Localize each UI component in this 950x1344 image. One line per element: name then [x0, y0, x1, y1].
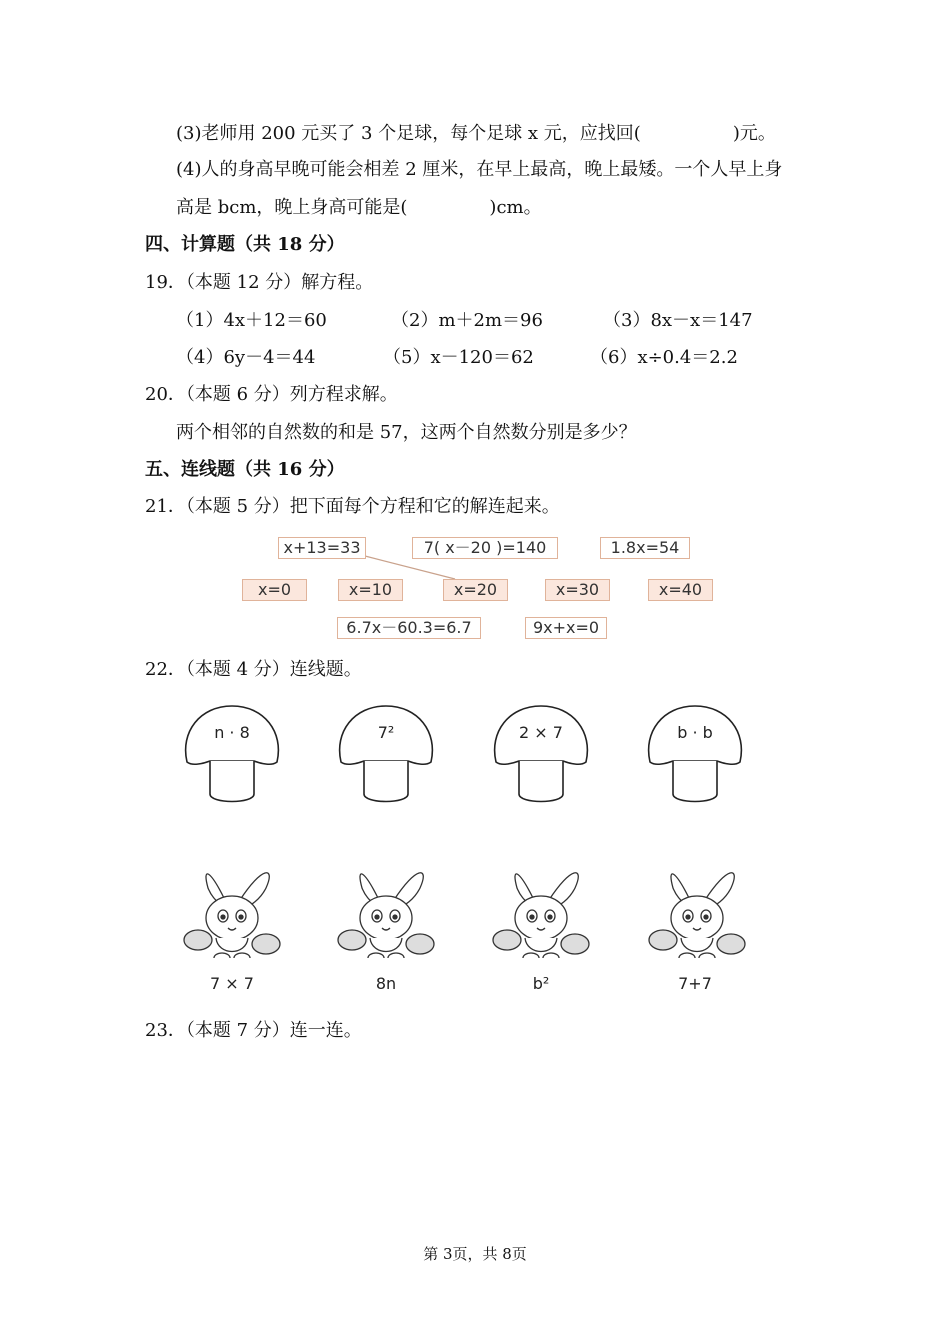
q20-text: 两个相邻的自然数的和是 57，这两个自然数分别是多少？: [176, 422, 637, 443]
rabbit-row: [0, 858, 950, 958]
equation-box-bottom-1[interactable]: 6.7x－60.3=6.7: [337, 617, 481, 639]
mushroom-icon[interactable]: [186, 706, 279, 802]
q19-item-3: （3）8x－x＝147: [603, 310, 753, 331]
q19-title: 19．（本题 12 分）解方程。: [145, 272, 374, 293]
q21-title: 21．（本题 5 分）把下面每个方程和它的解连起来。: [145, 496, 560, 517]
q19-item-5: （5）x－120＝62: [383, 347, 534, 368]
rabbit-icon[interactable]: [649, 873, 745, 958]
q18-item4-line1: (4)人的身高早晚可能会相差 2 厘米，在早上最高，晚上最矮。一个人早上身: [176, 159, 783, 180]
q19-item-1: （1）4x＋12＝60: [176, 310, 327, 331]
equation-box-bottom-2[interactable]: 9x+x=0: [525, 617, 607, 639]
mushroom-icon[interactable]: [340, 706, 433, 802]
solution-box-5[interactable]: x=40: [648, 579, 713, 601]
section-5-heading: 五、连线题（共 16 分）: [145, 459, 345, 480]
rabbit-label-3: b²: [532, 974, 550, 993]
rabbit-icon[interactable]: [493, 873, 589, 958]
mushroom-row: [0, 700, 950, 805]
q18-item3: (3)老师用 200 元买了 3 个足球，每个足球 x 元，应找回( )元。: [176, 123, 776, 144]
rabbit-label-1: 7 × 7: [210, 974, 254, 993]
mushroom-label-4: b · b: [677, 723, 713, 742]
equation-box-top-2[interactable]: 7( x－20 )=140: [412, 537, 558, 559]
q22-title: 22．（本题 4 分）连线题。: [145, 659, 362, 680]
q20-title: 20．（本题 6 分）列方程求解。: [145, 384, 398, 405]
section-4-heading: 四、计算题（共 18 分）: [145, 234, 345, 255]
solution-box-4[interactable]: x=30: [545, 579, 610, 601]
solution-box-1[interactable]: x=0: [242, 579, 307, 601]
connector-line: [365, 556, 455, 579]
mushroom-label-2: 7²: [377, 723, 395, 742]
rabbit-icon[interactable]: [338, 873, 434, 958]
page-footer: 第 3页，共 8页: [423, 1245, 527, 1263]
equation-box-top-3[interactable]: 1.8x=54: [600, 537, 690, 559]
rabbit-label-2: 8n: [375, 974, 397, 993]
solution-box-2[interactable]: x=10: [338, 579, 403, 601]
mushroom-label-3: 2 × 7: [519, 723, 563, 742]
rabbit-label-4: 7+7: [678, 974, 712, 993]
q23-title: 23．（本题 7 分）连一连。: [145, 1020, 362, 1041]
mushroom-icon[interactable]: [495, 706, 588, 802]
rabbit-icon[interactable]: [184, 873, 280, 958]
q18-item4-line2: 高是 bcm，晚上身高可能是( )cm。: [176, 197, 542, 218]
mushroom-label-1: n · 8: [214, 723, 250, 742]
equation-box-top-1[interactable]: x+13=33: [278, 537, 366, 559]
q19-item-2: （2）m＋2m＝96: [391, 310, 543, 331]
q19-item-6: （6）x÷0.4＝2.2: [590, 347, 738, 368]
mushroom-icon[interactable]: [649, 706, 742, 802]
solution-box-3[interactable]: x=20: [443, 579, 508, 601]
q19-item-4: （4）6y－4＝44: [176, 347, 316, 368]
